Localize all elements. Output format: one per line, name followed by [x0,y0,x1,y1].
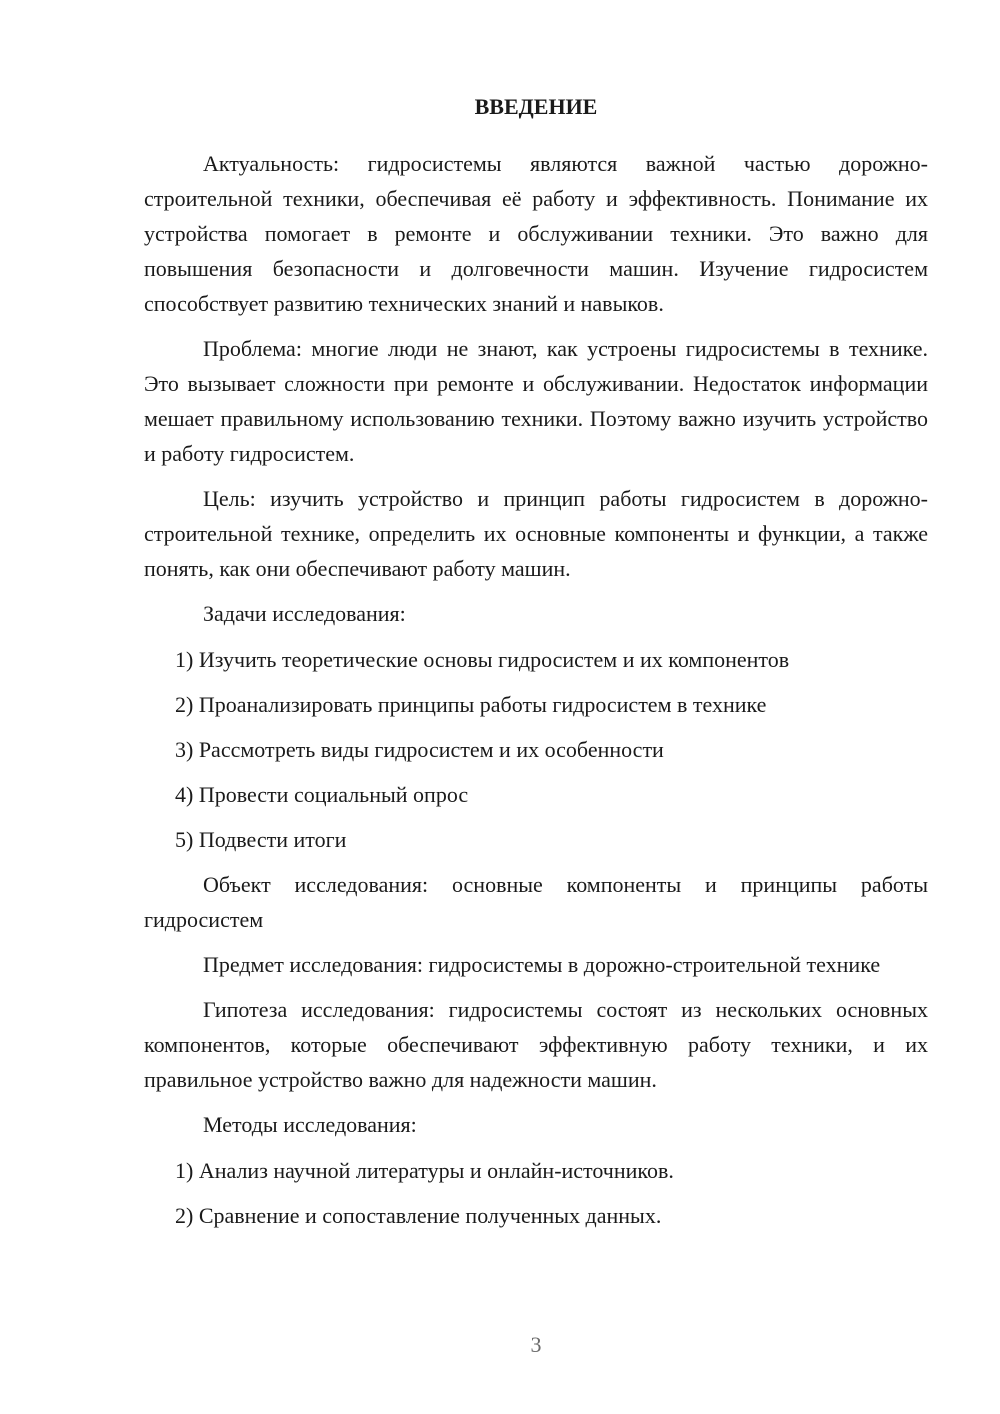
subject-paragraph: Предмет исследования: гидросистемы в дорожно-строительной технике [203,952,881,977]
methods-list [144,1153,928,1233]
goal-paragraph: Цель: изучить устройство и принцип работы гидросистем в дорожно-строительной технике, определить их основные компоненты и функции, а также понять, как они обеспечивают работу машин. [144,486,928,581]
list-item: 2) Сравнение и сопоставление полученных данных. [175,1203,662,1228]
relevance-paragraph: Актуальность: гидросистемы являются важной частью дорожно-строительной техники, обеспечивая её работу и эффективность. Понимание их устройства помогает в ремонте и обслуживании техники. Это важно для повышения безопасности и долговечности машин. Изучение гидросистем способствует развитию технических знаний и навыков. [144,151,928,316]
tasks-list [144,642,928,857]
hypothesis-paragraph: Гипотеза исследования: гидросистемы состоят из нескольких основных компонентов, которые обеспечивают эффективную работу техники, и их правильное устройство важно для надежности машин. [144,997,928,1092]
tasks-label: Задачи исследования: [203,601,406,626]
list-item: 3) Рассмотреть виды гидросистем и их особенности [175,737,664,762]
list-item: 1) Анализ научной литературы и онлайн-источников. [175,1158,674,1183]
document-page [144,92,928,1243]
list-item: 5) Подвести итоги [175,827,347,852]
list-item: 2) Проанализировать принципы работы гидросистем в технике [175,692,767,717]
list-item: 4) Провести социальный опрос [175,782,469,807]
section-title: ВВЕДЕНИЕ [474,94,598,119]
problem-paragraph: Проблема: многие люди не знают, как устроены гидросистемы в технике. Это вызывает сложности при ремонте и обслуживании. Недостаток информации мешает правильному использованию техники. Поэтому важно изучить устройство и работу гидросистем. [144,336,928,466]
page-number: 3 [530,1332,542,1357]
methods-label: Методы исследования: [203,1112,417,1137]
list-item: 1) Изучить теоретические основы гидросистем и их компонентов [175,647,790,672]
object-paragraph: Объект исследования: основные компоненты и принципы работы гидросистем [144,872,928,932]
